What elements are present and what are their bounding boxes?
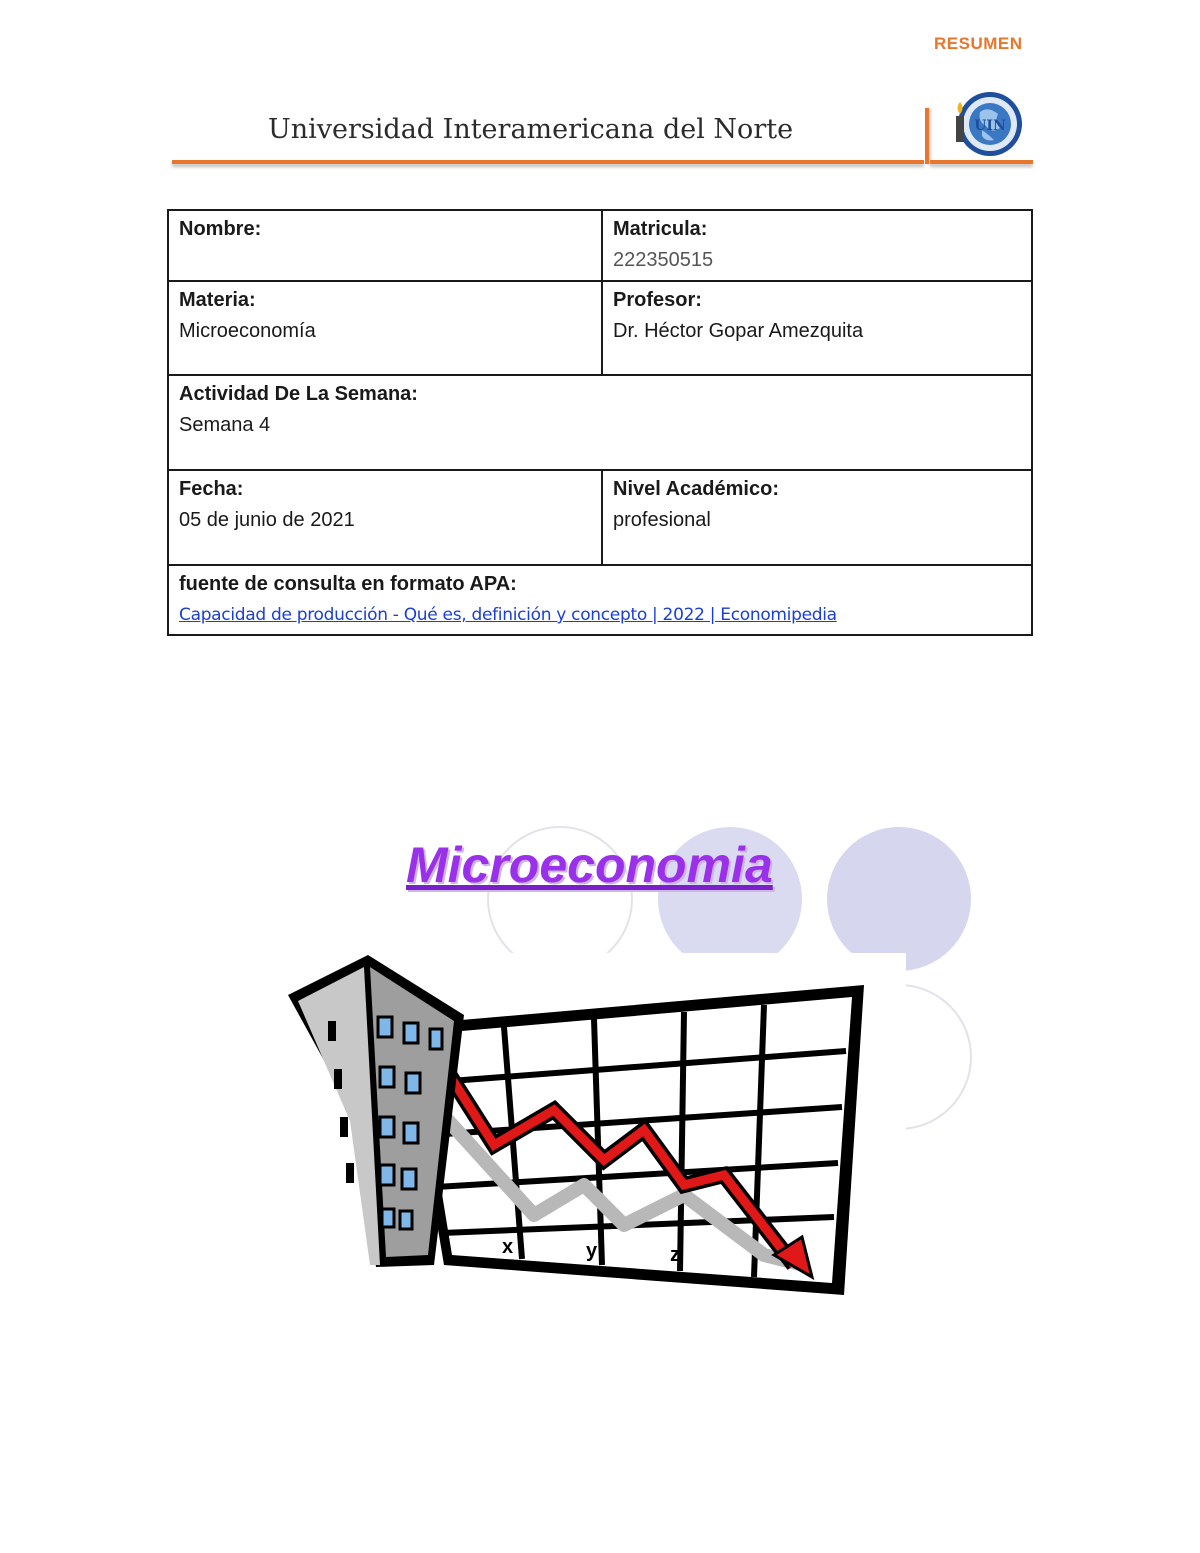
- fuente-cell: [168, 565, 1032, 635]
- profesor-value: Dr. Héctor Gopar Amezquita: [613, 320, 864, 342]
- profesor-cell: [602, 281, 1032, 375]
- materia-value: Microeconomía: [179, 320, 316, 342]
- university-title: Universidad Interamericana del Norte: [268, 114, 794, 145]
- fecha-label: Fecha:: [179, 478, 244, 500]
- illustration-title: Microeconomia: [406, 837, 773, 893]
- header-rule-right: [930, 160, 1033, 164]
- bg-circle-filled: [827, 827, 971, 971]
- fecha-cell: [168, 470, 602, 565]
- axis-label-y: y: [586, 1240, 598, 1262]
- actividad-value: Semana 4: [179, 414, 271, 436]
- table-row: [168, 565, 1032, 635]
- nivel-label: Nivel Académico:: [613, 478, 779, 500]
- table-row: [168, 470, 1032, 565]
- materia-label: Materia:: [179, 289, 256, 311]
- actividad-label: Actividad De La Semana:: [179, 383, 418, 405]
- nombre-label: Nombre:: [179, 218, 262, 240]
- axis-label-x: x: [502, 1236, 514, 1258]
- nombre-cell: [168, 210, 602, 281]
- matricula-cell: [602, 210, 1032, 281]
- actividad-cell: [168, 375, 1032, 470]
- letterhead: [170, 90, 1035, 175]
- university-logo-icon: [952, 90, 1024, 158]
- nivel-value: profesional: [613, 509, 711, 531]
- header-divider: [925, 108, 929, 164]
- matricula-label: Matricula:: [613, 218, 708, 240]
- table-row: [168, 375, 1032, 470]
- materia-cell: [168, 281, 602, 375]
- profesor-label: Profesor:: [613, 289, 702, 311]
- matricula-value: 222350515: [613, 249, 714, 271]
- header-rule: [172, 160, 924, 164]
- axis-label-z: z: [670, 1244, 680, 1266]
- nivel-cell: [602, 470, 1032, 565]
- table-row: [168, 210, 1032, 281]
- fuente-link[interactable]: Capacidad de producción - Qué es, definición y concepto | 2022 | Economipedia: [179, 605, 837, 625]
- table-row: [168, 281, 1032, 375]
- fuente-label: fuente de consulta en formato APA:: [179, 573, 517, 595]
- student-info-table: [167, 209, 1033, 636]
- fecha-value: 05 de junio de 2021: [179, 509, 355, 531]
- resumen-tag: RESUMEN: [934, 34, 1023, 53]
- microeconomia-illustration: [284, 825, 974, 1305]
- logo-lettering: UIN: [974, 118, 1006, 134]
